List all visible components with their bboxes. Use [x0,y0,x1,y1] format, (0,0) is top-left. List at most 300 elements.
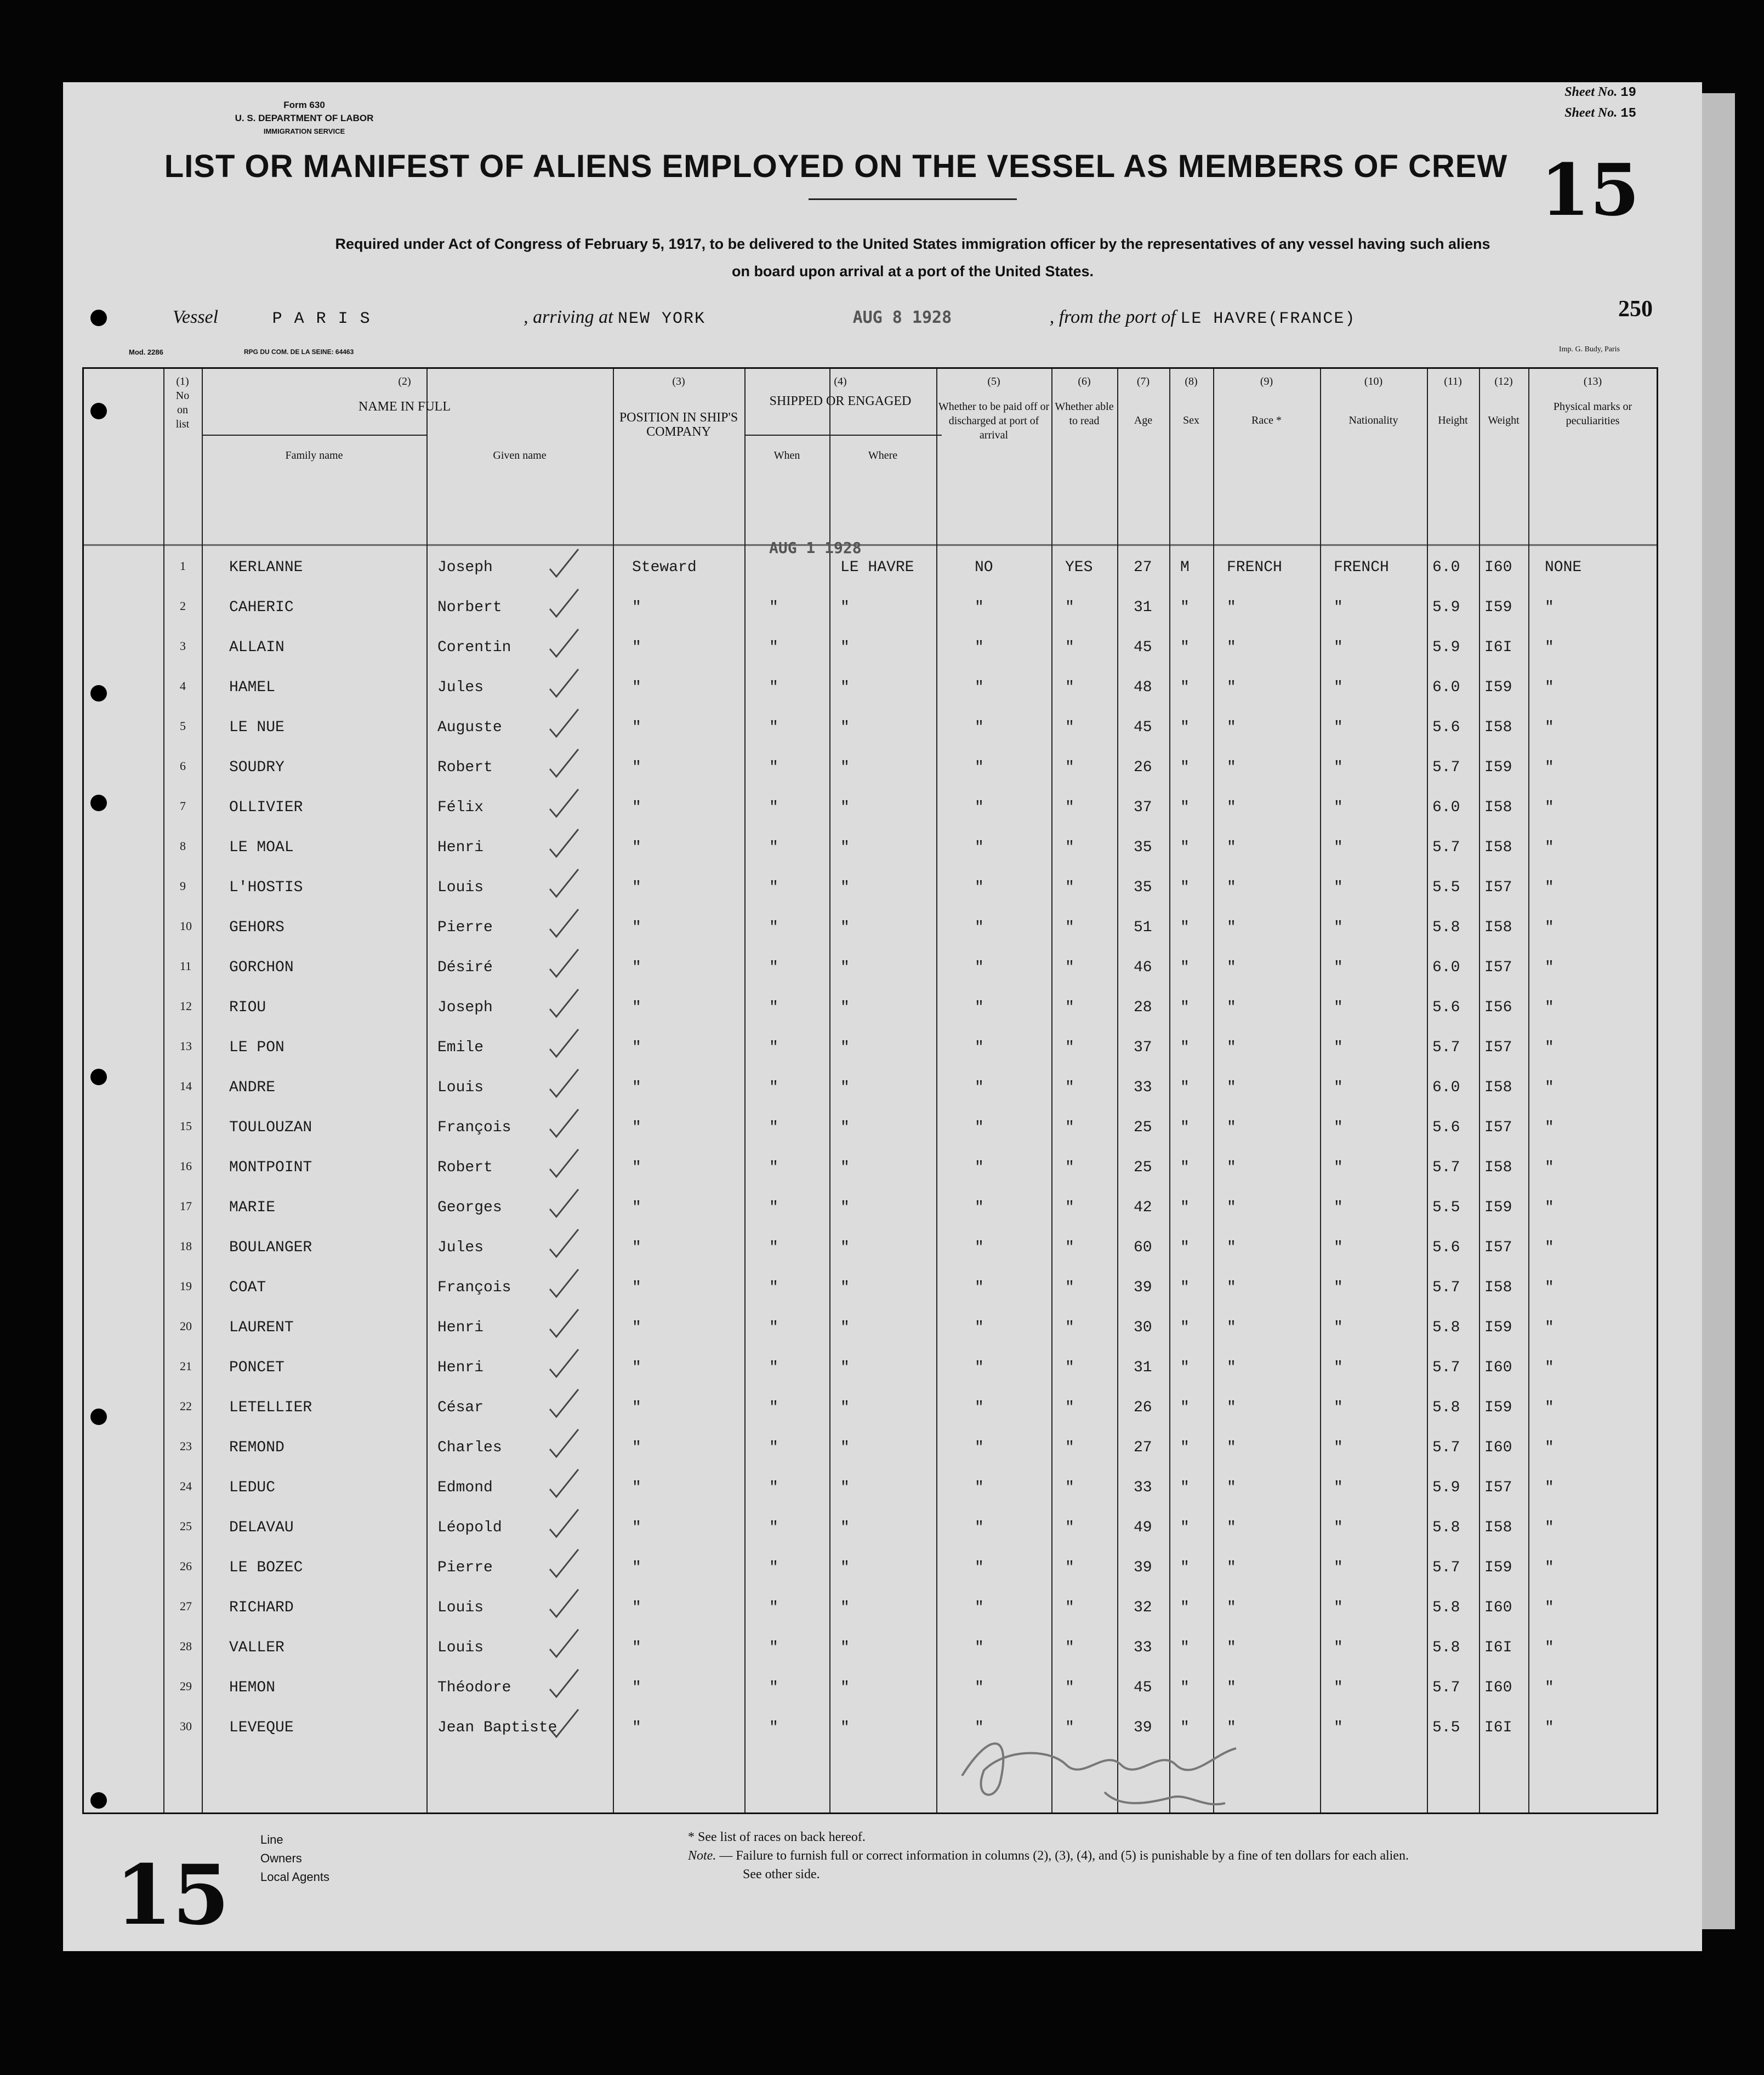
vessel-name: P A R I S [272,310,371,328]
cell-age: 45 [1134,639,1152,656]
cell-race: " [1227,1359,1236,1376]
cell-family-name: RICHARD [229,1599,294,1616]
cell-weight: I58 [1484,1159,1512,1176]
cell-sex: " [1180,639,1190,656]
cell-shipped-when: " [769,959,778,976]
cell-sex: " [1180,1359,1190,1376]
cell-race: " [1227,1079,1236,1096]
cell-weight: I58 [1484,919,1512,936]
cell-given-name: Corentin [437,639,511,656]
check-mark [550,1469,578,1497]
cell-given-name: Louis [437,879,484,896]
cell-row-number: 7 [180,799,186,813]
cell-row-number: 28 [180,1639,192,1653]
manifest-page [63,82,1702,1951]
cell-age: 42 [1134,1199,1152,1216]
col-nationality-header: (10) Nationality [1348,375,1398,426]
cell-family-name: DELAVAU [229,1519,294,1536]
cell-able-to-read: " [1065,799,1074,816]
cell-weight: I58 [1484,1079,1512,1096]
cell-weight: I59 [1484,1199,1512,1216]
cell-race: " [1227,1159,1236,1176]
footer-line-label: Line [260,1833,283,1846]
cell-physical-marks: " [1545,1159,1554,1176]
cell-given-name: Louis [437,1639,484,1656]
cell-position: " [632,1159,641,1176]
cell-height: 5.7 [1432,1159,1460,1176]
cell-weight: I59 [1484,759,1512,776]
check-mark [550,1549,578,1577]
cell-sex: " [1180,1039,1190,1056]
cell-position: " [632,679,641,696]
cell-sex: " [1180,599,1190,616]
vessel-label: Vessel [173,307,219,327]
cell-shipped-when: " [769,1679,778,1696]
cell-nationality: " [1334,639,1343,656]
cell-family-name: L'HOSTIS [229,879,303,896]
cell-family-name: LE MOAL [229,839,294,856]
cell-given-name: François [437,1279,511,1296]
cell-height: 5.9 [1432,639,1460,656]
cell-given-name: Henri [437,1319,484,1336]
cell-age: 49 [1134,1519,1152,1536]
cell-able-to-read: " [1065,959,1074,976]
cell-shipped-when: " [769,1039,778,1056]
cell-paid-off: " [975,999,984,1016]
cell-paid-off: " [975,919,984,936]
cell-paid-off: " [975,1399,984,1416]
cell-height: 5.5 [1432,1199,1460,1216]
cell-height: 6.0 [1432,799,1460,816]
cell-row-number: 12 [180,999,192,1013]
cell-nationality: " [1334,1119,1343,1136]
cell-physical-marks: " [1545,1719,1554,1736]
cell-race: " [1227,759,1236,776]
cell-row-number: 11 [180,959,192,973]
cell-position: " [632,799,641,816]
cell-age: 28 [1134,999,1152,1016]
cell-able-to-read: " [1065,1519,1074,1536]
cell-shipped-when: " [769,1439,778,1456]
cell-given-name: François [437,1119,511,1136]
cell-sex: " [1180,999,1190,1016]
cell-position: " [632,1399,641,1416]
cell-race: " [1227,719,1236,736]
cell-paid-off: " [975,1279,984,1296]
cell-physical-marks: " [1545,679,1554,696]
cell-physical-marks: " [1545,639,1554,656]
cell-physical-marks: " [1545,1319,1554,1336]
cell-sex: " [1180,1479,1190,1496]
cell-row-number: 8 [180,839,186,853]
cell-sex: " [1180,1519,1190,1536]
cell-position: " [632,879,641,896]
cell-shipped-where: " [840,1639,850,1656]
cell-given-name: Théodore [437,1679,511,1696]
cell-age: 33 [1134,1639,1152,1656]
cell-weight: I60 [1484,1439,1512,1456]
check-mark [550,1509,578,1537]
cell-physical-marks: " [1545,719,1554,736]
check-mark [550,1309,578,1337]
cell-race: " [1227,1319,1236,1336]
cell-position: " [632,1319,641,1336]
check-mark [550,749,578,777]
check-mark [550,1149,578,1177]
requirement-text [173,230,1653,285]
cell-height: 5.7 [1432,839,1460,856]
cell-shipped-where: " [840,1319,850,1336]
cell-given-name: Jules [437,679,484,696]
arrival-date-stamp: AUG 8 1928 [852,308,952,327]
note-label: Note. [688,1849,716,1863]
cell-given-name: César [437,1399,484,1416]
department-name: U. S. DEPARTMENT OF LABOR [235,113,374,123]
cell-weight: I60 [1484,1359,1512,1376]
mod-number: Mod. 2286 [129,348,163,356]
cell-shipped-where: " [840,1239,850,1256]
cell-shipped-where: " [840,599,850,616]
cell-able-to-read: " [1065,759,1074,776]
sheet-numbers [1455,82,1636,124]
cell-age: 60 [1134,1239,1152,1256]
cell-sex: " [1180,1199,1190,1216]
cell-shipped-when: " [769,759,778,776]
cell-able-to-read: " [1065,1639,1074,1656]
cell-shipped-where: " [840,959,850,976]
cell-paid-off: " [975,1559,984,1576]
cell-shipped-where: " [840,1199,850,1216]
cell-family-name: HAMEL [229,679,276,696]
cell-sex: " [1180,1639,1190,1656]
cell-nationality: " [1334,1559,1343,1576]
cell-family-name: LE BOZEC [229,1559,303,1576]
arriving-port: NEW YORK [618,310,706,328]
cell-position: " [632,1199,641,1216]
cell-able-to-read: " [1065,919,1074,936]
cell-age: 45 [1134,719,1152,736]
cell-height: 5.8 [1432,1639,1460,1656]
cell-family-name: OLLIVIER [229,799,303,816]
footer-agents-label: Local Agents [260,1870,329,1884]
cell-family-name: PONCET [229,1359,284,1376]
cell-sex: " [1180,1719,1190,1736]
cell-height: 5.7 [1432,1439,1460,1456]
col-position-header: (3) POSITION IN SHIP'S COMPANY [619,375,738,439]
sheet-number: 15 [1620,106,1636,121]
cell-able-to-read: " [1065,1439,1074,1456]
cell-nationality: " [1334,1639,1343,1656]
from-label: , from the port of [1049,307,1176,327]
cell-nationality: " [1334,679,1343,696]
cell-age: 33 [1134,1479,1152,1496]
cell-nationality: " [1334,1159,1343,1176]
cell-given-name: Emile [437,1039,484,1056]
cell-nationality: " [1334,879,1343,896]
cell-given-name: Pierre [437,919,493,936]
check-mark [550,1229,578,1257]
cell-sex: " [1180,1399,1190,1416]
col-height-header: (11) Height [1438,375,1468,426]
cell-position: " [632,919,641,936]
cell-weight: I57 [1484,1039,1512,1056]
cell-age: 35 [1134,839,1152,856]
cell-family-name: GEHORS [229,919,284,936]
cell-shipped-where: " [840,1119,850,1136]
cell-age: 31 [1134,599,1152,616]
cell-paid-off: " [975,1319,984,1336]
cell-nationality: " [1334,719,1343,736]
cell-family-name: VALLER [229,1639,284,1656]
cell-weight: I56 [1484,999,1512,1016]
cell-position: " [632,1439,641,1456]
footer-labels [260,1831,329,1886]
cell-weight: I59 [1484,1399,1512,1416]
cell-row-number: 17 [180,1199,192,1213]
cell-nationality: " [1334,1279,1343,1296]
cell-weight: I60 [1484,1679,1512,1696]
cell-family-name: GORCHON [229,959,294,976]
cell-paid-off: " [975,1119,984,1136]
cell-nationality: " [1334,999,1343,1016]
cell-shipped-where: " [840,1159,850,1176]
cell-position: " [632,1119,641,1136]
cell-shipped-where: " [840,879,850,896]
cell-weight: I57 [1484,959,1512,976]
cell-shipped-where: " [840,759,850,776]
cell-given-name: Jean Baptiste [437,1719,557,1736]
cell-physical-marks: " [1545,1199,1554,1216]
cell-given-name: Robert [437,759,493,776]
cell-race: " [1227,1599,1236,1616]
cell-sex: " [1180,1079,1190,1096]
cell-row-number: 19 [180,1279,192,1293]
cell-paid-off: " [975,1479,984,1496]
cell-weight: I58 [1484,1279,1512,1296]
cell-given-name: Léopold [437,1519,502,1536]
cell-given-name: Auguste [437,719,502,736]
cell-paid-off: " [975,1639,984,1656]
cell-height: 5.7 [1432,1359,1460,1376]
cell-race: " [1227,639,1236,656]
cell-family-name: MONTPOINT [229,1159,312,1176]
cell-paid-off: " [975,719,984,736]
col-age-header: (7) Age [1134,375,1153,426]
cell-family-name: COAT [229,1279,266,1296]
cell-race: " [1227,959,1236,976]
check-mark [550,909,578,937]
cell-shipped-when: " [769,1199,778,1216]
check-mark [550,1029,578,1057]
cell-able-to-read: " [1065,1479,1074,1496]
cell-able-to-read: " [1065,1119,1074,1136]
check-mark [550,989,578,1017]
cell-shipped-when: " [769,719,778,736]
form-number: Form 630 [283,100,325,110]
cell-sex: " [1180,879,1190,896]
cell-position: " [632,1079,641,1096]
cell-race: " [1227,919,1236,936]
cell-nationality: " [1334,1679,1343,1696]
cell-able-to-read: " [1065,1559,1074,1576]
col-given-header: Given name [493,449,547,461]
cell-weight: I57 [1484,879,1512,896]
check-mark [550,1189,578,1217]
cell-height: 6.0 [1432,679,1460,696]
cell-position: Steward [632,559,697,576]
cell-shipped-when: " [769,999,778,1016]
col-name-header: (2) NAME IN FULL [359,375,451,414]
cell-row-number: 22 [180,1399,192,1413]
cell-shipped-when: " [769,1559,778,1576]
cell-family-name: ALLAIN [229,639,284,656]
cell-given-name: Charles [437,1439,502,1456]
cell-family-name: LE PON [229,1039,284,1056]
cell-nationality: " [1334,759,1343,776]
cell-paid-off: " [975,1679,984,1696]
cell-row-number: 26 [180,1559,192,1573]
cell-shipped-where: " [840,839,850,856]
cell-nationality: " [1334,1199,1343,1216]
cell-shipped-when: " [769,639,778,656]
cell-shipped-where: " [840,679,850,696]
cell-family-name: LEDUC [229,1479,276,1496]
cell-weight: I6I [1484,639,1512,656]
cell-weight: I57 [1484,1239,1512,1256]
col-marks-header: (13) Physical marks or peculiarities [1553,375,1632,427]
cell-nationality: " [1334,1719,1343,1736]
cell-paid-off: " [975,839,984,856]
cell-physical-marks: " [1545,1119,1554,1136]
cell-family-name: BOULANGER [229,1239,312,1256]
cell-paid-off: " [975,1079,984,1096]
cell-row-number: 4 [180,679,186,693]
cell-shipped-where: " [840,1439,850,1456]
cell-race: " [1227,1719,1236,1736]
cell-sex: " [1180,1679,1190,1696]
cell-able-to-read: YES [1065,559,1093,576]
check-mark [550,949,578,977]
cell-position: " [632,1239,641,1256]
cell-height: 5.6 [1432,1119,1460,1136]
cell-physical-marks: " [1545,1639,1554,1656]
cell-age: 45 [1134,1679,1152,1696]
cell-given-name: Robert [437,1159,493,1176]
cell-shipped-when: " [769,799,778,816]
cell-position: " [632,999,641,1016]
cell-given-name: Louis [437,1079,484,1096]
cell-shipped-where: " [840,919,850,936]
cell-shipped-when: " [769,1719,778,1736]
cell-race: " [1227,1559,1236,1576]
cell-paid-off: " [975,1199,984,1216]
cell-physical-marks: " [1545,919,1554,936]
cell-paid-off: " [975,1039,984,1056]
cell-weight: I59 [1484,1319,1512,1336]
footer-owners-label: Owners [260,1851,302,1865]
cell-sex: " [1180,1439,1190,1456]
cell-shipped-where: LE HAVRE [840,559,914,576]
cell-height: 5.6 [1432,999,1460,1016]
cell-able-to-read: " [1065,1679,1074,1696]
check-mark [550,709,578,737]
cell-physical-marks: NONE [1545,559,1582,576]
cell-race: " [1227,1439,1236,1456]
cell-row-number: 24 [180,1479,192,1493]
cell-position: " [632,599,641,616]
cell-row-number: 2 [180,599,186,613]
cell-shipped-where: " [840,639,850,656]
cell-physical-marks: " [1545,839,1554,856]
cell-shipped-when: " [769,1639,778,1656]
cell-paid-off: " [975,1159,984,1176]
cell-able-to-read: " [1065,1319,1074,1336]
cell-race: " [1227,1199,1236,1216]
cell-given-name: Louis [437,1599,484,1616]
cell-paid-off: " [975,1359,984,1376]
cell-row-number: 10 [180,919,192,933]
cell-able-to-read: " [1065,639,1074,656]
cell-race: FRENCH [1227,559,1282,576]
cell-physical-marks: " [1545,799,1554,816]
cell-row-number: 15 [180,1119,192,1133]
arriving-label: , arriving at [523,307,613,327]
cell-shipped-when: " [769,919,778,936]
requirement-line-1: Required under Act of Congress of February 5, 1917, to be delivered to the United States immigration officer by the representatives of any vessel having such aliens [335,236,1490,252]
cell-age: 48 [1134,679,1152,696]
cell-age: 27 [1134,559,1152,576]
cell-shipped-when: " [769,1599,778,1616]
cell-physical-marks: " [1545,1239,1554,1256]
cell-nationality: " [1334,1479,1343,1496]
cell-nationality: " [1334,839,1343,856]
cell-able-to-read: " [1065,1719,1074,1736]
cell-height: 5.6 [1432,719,1460,736]
cell-sex: " [1180,839,1190,856]
handwritten-sheet-number-bottom: 15 [115,1847,230,1943]
sheet-number-top: 19 [1620,85,1636,100]
cell-given-name: Henri [437,839,484,856]
cell-nationality: " [1334,1439,1343,1456]
cell-height: 6.0 [1432,1079,1460,1096]
crew-table [82,367,1658,1814]
cell-shipped-where: " [840,1079,850,1096]
races-note: * See list of races on back hereof. [688,1830,866,1844]
cell-race: " [1227,1039,1236,1056]
cell-height: 5.8 [1432,919,1460,936]
cell-family-name: LE NUE [229,719,284,736]
cell-given-name: Pierre [437,1559,493,1576]
cell-physical-marks: " [1545,599,1554,616]
cell-age: 26 [1134,1399,1152,1416]
cell-able-to-read: " [1065,1399,1074,1416]
check-mark [550,1429,578,1457]
cell-shipped-when: " [769,1239,778,1256]
cell-shipped-when: " [769,1319,778,1336]
cell-sex: " [1180,1319,1190,1336]
cell-paid-off: " [975,599,984,616]
cell-race: " [1227,599,1236,616]
cell-family-name: HEMON [229,1679,276,1696]
cell-age: 27 [1134,1439,1152,1456]
cell-position: " [632,1719,641,1736]
cell-weight: I6I [1484,1719,1512,1736]
cell-family-name: KERLANNE [229,559,303,576]
cell-age: 25 [1134,1159,1152,1176]
inspector-signature [940,1715,1269,1825]
cell-shipped-when: " [769,1399,778,1416]
cell-nationality: " [1334,599,1343,616]
